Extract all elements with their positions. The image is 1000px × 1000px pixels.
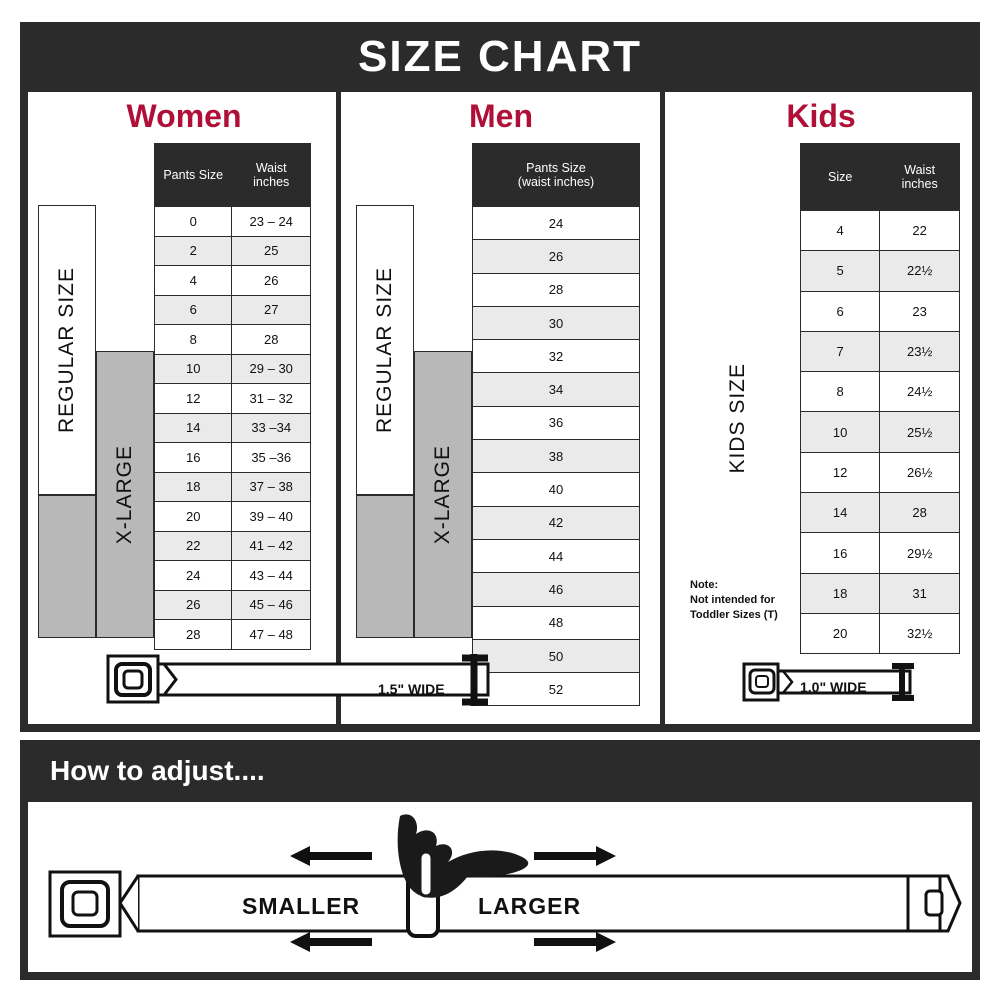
kids-header-waist-line2: inches [901, 177, 938, 191]
cell-size: 28 [473, 273, 640, 306]
table-row [473, 606, 640, 639]
kids-header-size: Size [801, 144, 880, 211]
cell-waist: 22½ [880, 251, 960, 291]
howto-belt-diagram [28, 806, 972, 976]
cell-size: 12 [155, 384, 232, 414]
frame-right-border [972, 92, 980, 732]
kids-note-line1: Note: [690, 579, 719, 591]
cell-waist: 23½ [880, 331, 960, 371]
cell-size: 46 [473, 573, 640, 606]
cell-waist: 29½ [880, 533, 960, 573]
men-xlarge-label: X-LARGE [414, 351, 472, 638]
table-row [473, 473, 640, 506]
men-regular-size-label: REGULAR SIZE [356, 205, 414, 495]
cell-size: 2 [155, 236, 232, 266]
cell-size: 18 [801, 573, 880, 613]
table-row [801, 251, 960, 291]
cell-waist: 29 – 30 [232, 354, 311, 384]
cell-waist: 43 – 44 [232, 561, 311, 591]
women-header-pants-size: Pants Size [155, 144, 232, 207]
table-row [801, 493, 960, 533]
cell-waist: 45 – 46 [232, 590, 311, 620]
table-row [155, 325, 311, 355]
adjust-smaller-label: SMALLER [242, 893, 361, 919]
women-upper-left-blank [96, 205, 154, 351]
table-row [473, 373, 640, 406]
women-header-waist-line1: Waist [255, 160, 287, 175]
cell-size: 14 [801, 493, 880, 533]
men-header-pants-size [473, 144, 640, 207]
table-row [473, 273, 640, 306]
cell-size: 6 [155, 295, 232, 325]
cell-size: 40 [473, 473, 640, 506]
table-row [473, 539, 640, 572]
frame-bottom-border [20, 724, 980, 732]
women-header-waist [232, 144, 311, 207]
table-row [473, 440, 640, 473]
cell-size: 48 [473, 606, 640, 639]
belt-width-label-narrow: 1.0" WIDE [800, 679, 867, 695]
cell-waist: 33 –34 [232, 413, 311, 443]
cell-waist: 31 – 32 [232, 384, 311, 414]
cell-waist: 39 – 40 [232, 502, 311, 532]
belt-diagram-wide [96, 650, 516, 712]
cell-waist: 32½ [880, 613, 960, 653]
women-header-waist-line2: inches [253, 175, 290, 189]
adjust-larger-label: LARGER [478, 893, 582, 919]
kids-header-waist-line1: Waist [904, 162, 936, 177]
cell-size: 16 [155, 443, 232, 473]
table-row [473, 240, 640, 273]
table-row [155, 590, 311, 620]
cell-size: 36 [473, 406, 640, 439]
kids-note [690, 578, 810, 623]
table-row [801, 533, 960, 573]
cell-waist: 25 [232, 236, 311, 266]
men-upper-left-blank [414, 205, 472, 351]
section-heading-women: Women [126, 98, 242, 134]
table-row [473, 207, 640, 240]
cell-size: 20 [155, 502, 232, 532]
table-row [155, 502, 311, 532]
men-size-table [472, 143, 640, 706]
cell-size: 44 [473, 539, 640, 572]
men-xlarge-fill-left [356, 495, 414, 638]
cell-waist: 28 [232, 325, 311, 355]
divider-men-kids [660, 92, 665, 724]
cell-size: 12 [801, 452, 880, 492]
cell-waist: 31 [880, 573, 960, 613]
cell-size: 30 [473, 306, 640, 339]
table-row [473, 506, 640, 539]
table-row [155, 472, 311, 502]
table-row [473, 340, 640, 373]
table-row [155, 443, 311, 473]
table-row [155, 295, 311, 325]
table-row [473, 573, 640, 606]
table-row [155, 236, 311, 266]
women-xlarge-label: X-LARGE [96, 351, 154, 638]
cell-size: 4 [155, 266, 232, 296]
cell-waist: 22 [880, 211, 960, 251]
table-row [155, 207, 311, 237]
cell-size: 10 [801, 412, 880, 452]
cell-size: 4 [801, 211, 880, 251]
cell-size: 42 [473, 506, 640, 539]
cell-size: 6 [801, 291, 880, 331]
cell-size: 20 [801, 613, 880, 653]
cell-waist: 37 – 38 [232, 472, 311, 502]
cell-size: 32 [473, 340, 640, 373]
page-title: SIZE CHART [358, 32, 642, 81]
cell-size: 52 [473, 673, 640, 706]
table-row [801, 573, 960, 613]
cell-size: 10 [155, 354, 232, 384]
table-row [155, 561, 311, 591]
cell-waist: 23 [880, 291, 960, 331]
cell-size: 14 [155, 413, 232, 443]
cell-waist: 47 – 48 [232, 620, 311, 650]
table-row [155, 384, 311, 414]
table-row [155, 620, 311, 650]
table-row [155, 413, 311, 443]
cell-size: 18 [155, 472, 232, 502]
cell-size: 28 [155, 620, 232, 650]
cell-size: 50 [473, 639, 640, 672]
belt-width-label-wide: 1.5" WIDE [378, 681, 445, 697]
table-row [801, 331, 960, 371]
cell-size: 24 [473, 207, 640, 240]
cell-size: 24 [155, 561, 232, 591]
table-row [801, 613, 960, 653]
kids-size-label: KIDS SIZE [688, 205, 788, 632]
kids-header-waist [880, 144, 960, 211]
cell-size: 7 [801, 331, 880, 371]
kids-note-line3: Toddler Sizes (T) [690, 608, 778, 621]
cell-size: 16 [801, 533, 880, 573]
section-heading-men: Men [469, 98, 533, 134]
table-row [801, 412, 960, 452]
table-row [473, 306, 640, 339]
section-heading-kids: Kids [786, 98, 856, 134]
cell-waist: 26½ [880, 452, 960, 492]
table-row [155, 266, 311, 296]
cell-waist: 27 [232, 295, 311, 325]
table-row [801, 452, 960, 492]
cell-size: 34 [473, 373, 640, 406]
cell-waist: 41 – 42 [232, 531, 311, 561]
kids-size-table [800, 143, 960, 654]
howto-heading: How to adjust.... [50, 755, 265, 786]
cell-waist: 35 –36 [232, 443, 311, 473]
cell-waist: 26 [232, 266, 311, 296]
cell-size: 26 [155, 590, 232, 620]
divider-women-men [336, 92, 341, 724]
men-header-line2: (waist inches) [517, 175, 595, 189]
women-size-table [154, 143, 311, 650]
table-row [801, 211, 960, 251]
men-header-line1: Pants Size [526, 160, 586, 175]
cell-waist: 24½ [880, 372, 960, 412]
cell-waist: 23 – 24 [232, 207, 311, 237]
cell-size: 22 [155, 531, 232, 561]
table-row [801, 372, 960, 412]
table-row [155, 354, 311, 384]
cell-size: 38 [473, 440, 640, 473]
cell-size: 26 [473, 240, 640, 273]
table-row [155, 531, 311, 561]
cell-waist: 28 [880, 493, 960, 533]
frame-left-border [20, 92, 28, 732]
women-xlarge-fill-left [38, 495, 96, 638]
kids-note-line2: Not intended for [690, 593, 775, 606]
cell-waist: 25½ [880, 412, 960, 452]
women-regular-size-label: REGULAR SIZE [38, 205, 96, 495]
table-row [473, 406, 640, 439]
cell-size: 0 [155, 207, 232, 237]
cell-size: 8 [155, 325, 232, 355]
cell-size: 8 [801, 372, 880, 412]
table-row [801, 291, 960, 331]
cell-size: 5 [801, 251, 880, 291]
